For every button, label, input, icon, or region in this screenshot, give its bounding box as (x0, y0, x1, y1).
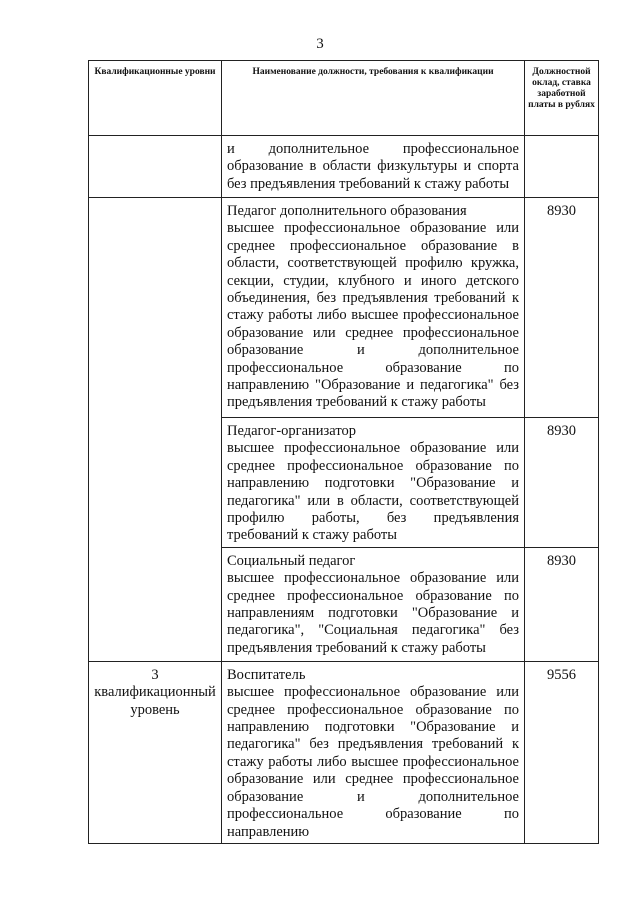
requirements-text: высшее профессиональное образование или среднее профессиональное образование по направлениям подготовки "Образование и педагогика", "Социальная педагогика" без предъявления требований к стажу работы (227, 570, 519, 656)
level-cell (89, 136, 222, 198)
page-number: 3 (316, 36, 324, 52)
qualification-table (88, 60, 599, 844)
header-position-requirements: Наименование должности, требования к квалификации (222, 61, 525, 136)
position-cell (222, 198, 525, 418)
table-row (89, 661, 599, 843)
salary-cell: 9556 (525, 661, 599, 843)
position-title: Социальный педагог (227, 552, 356, 569)
header-qualification-levels: Квалификационные уровни (89, 61, 222, 136)
position-cell (222, 136, 525, 198)
salary-cell: 8930 (525, 547, 599, 661)
salary-cell: 8930 (525, 418, 599, 548)
position-title: Педагог дополнительного образования (227, 203, 467, 219)
salary-cell: 8930 (525, 198, 599, 418)
position-title: Педагог-организатор (227, 423, 356, 439)
level-cell (89, 198, 222, 662)
requirements-text: и дополнительное профессиональное образование в области физкультуры и спорта без предъявления требований к стажу работы (227, 141, 519, 192)
position-cell (222, 418, 525, 548)
table-row (89, 198, 599, 418)
table-row (89, 136, 599, 198)
position-cell (222, 547, 525, 661)
table-header-row (89, 61, 599, 136)
header-salary: Должностной оклад, ставка заработной платы в рублях (525, 61, 599, 136)
position-title: Воспитатель (227, 666, 306, 683)
level-cell: 3 квалификационный уровень (89, 661, 222, 843)
position-cell (222, 661, 525, 843)
salary-cell (525, 136, 599, 198)
requirements-text: высшее профессиональное образование или среднее профессиональное образование по направлению подготовки "Образование и педагогика" или в области, соответствующей профилю работы, без предъявления требований к стажу работы (227, 440, 519, 544)
requirements-text: высшее профессиональное образование или среднее профессиональное образование в области, соответствующей профилю кружка, секции, студии, клубного и иного детского объединения, без предъявления требований к стажу работы либо высшее профессиональное образование или среднее профессиональное образование и дополнительное профессиональное образование по направлению "Образование и педагогика" без предъявления требований к стажу работы (227, 220, 519, 411)
requirements-text: высшее профессиональное образование или среднее профессиональное образование по направлению подготовки "Образование и педагогика" без предъявления требований к стажу работы либо высшее профессиональное образование или среднее профессиональное образование и дополнительное профессиональное образование по направлению (227, 684, 519, 840)
